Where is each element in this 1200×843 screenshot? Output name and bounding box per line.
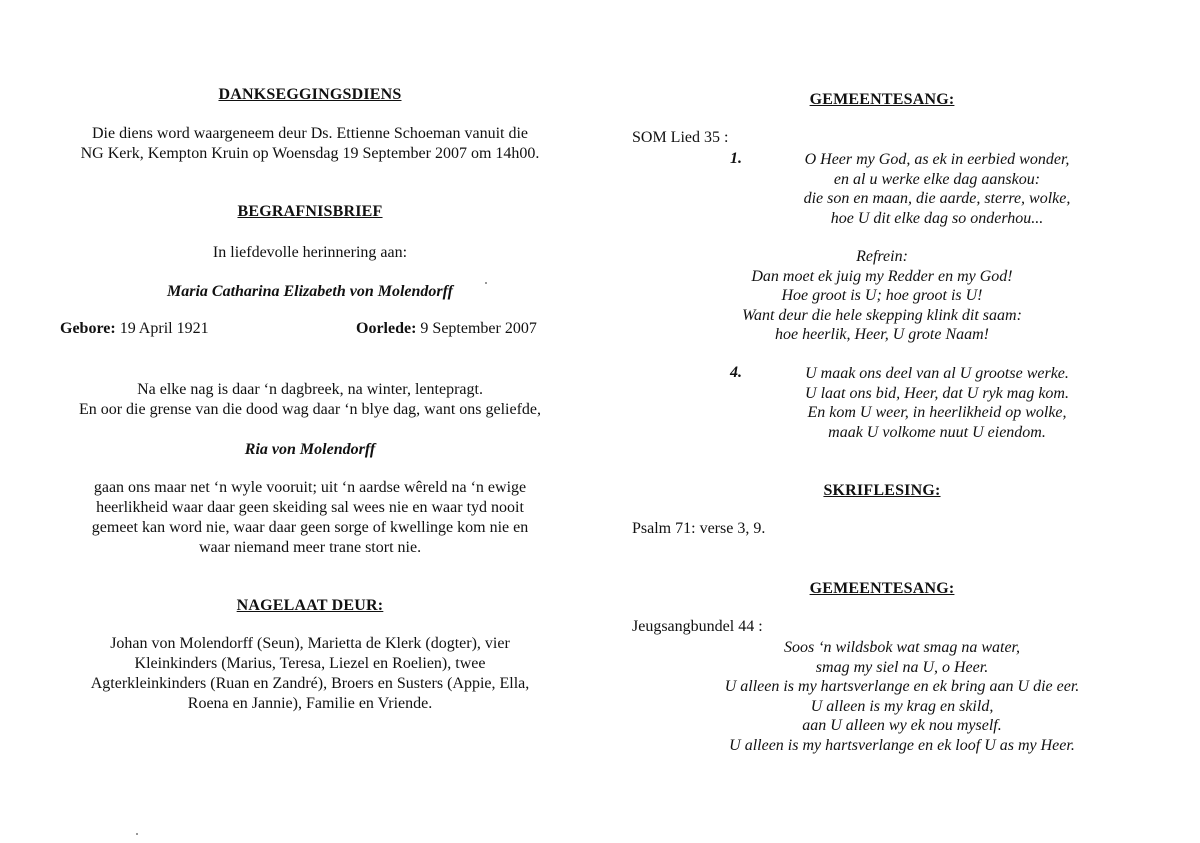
song-line: U alleen is my hartsverlange en ek bring aan U die eer. [724, 678, 1080, 695]
verse-number-1: 1. [730, 150, 742, 167]
death-date [356, 320, 537, 338]
verse-line: maak U volkome nuut U eiendom. [828, 423, 1046, 441]
gemeentesang-heading-1: GEMEENTESANG: [809, 91, 955, 108]
died-value: 9 September 2007 [420, 320, 537, 337]
refrain-line: Want deur die hele skepping klink dit saam: [742, 306, 1022, 324]
hymn-source-1: SOM Lied 35 : [632, 129, 729, 146]
verse-number-4: 4. [730, 364, 742, 381]
song-line: smag my siel na U, o Heer. [815, 658, 989, 676]
message-line: gaan ons maar net ‘n wyle vooruit; uit ‘n aardse wêreld na ‘n ewige [93, 479, 527, 496]
hymn-song-2 [672, 638, 1132, 755]
born-value: 19 April 1921 [119, 320, 209, 337]
born-label: Gebore: [60, 320, 116, 337]
survivors-line: Agterkleinkinders (Ruan en Zandré), Broers en Susters (Appie, Ella, [90, 675, 530, 692]
survivors-line: Johan von Molendorff (Seun), Marietta de Klerk (dogter), vier [110, 635, 510, 652]
deceased-short-name: Ria von Molendorff [244, 441, 376, 458]
service-details-line: Die diens word waargeneem deur Ds. Ettienne Schoeman vanuit die [91, 125, 528, 142]
verse-line: hoe U dit elke dag so onderhou... [830, 209, 1044, 227]
message-line: gemeet kan word nie, waar daar geen sorge of kwellinge kom nie en [91, 519, 529, 536]
nagelaat-heading: NAGELAAT DEUR: [236, 597, 384, 614]
hymn-source-2: Jeugsangbundel 44 : [632, 618, 763, 635]
song-line: Soos ‘n wildsbok wat smag na water, [783, 639, 1020, 656]
scan-speck [485, 282, 487, 284]
scan-speck [136, 833, 138, 835]
message-bottom [60, 478, 560, 558]
song-line: aan U alleen wy ek nou myself. [802, 717, 1002, 734]
gemeentesang-heading-2: GEMEENTESANG: [809, 580, 955, 597]
refrain-line: hoe heerlik, Heer, U grote Naam! [774, 326, 990, 343]
message-line: waar niemand meer trane stort nie. [198, 539, 422, 556]
verse-line: U maak ons deel van al U grootse werke. [805, 365, 1069, 382]
survivors-line: Kleinkinders (Marius, Teresa, Liezel en Roelien), twee [134, 655, 486, 672]
message-line: Na elke nag is daar ‘n dagbreek, na winter, lentepragt. [137, 381, 483, 398]
verse-line: O Heer my God, as ek in eerbied wonder, [804, 151, 1070, 168]
refrain-line: Hoe groot is U; hoe groot is U! [781, 287, 983, 304]
birth-date [60, 320, 209, 338]
hymn-verse-4 [732, 364, 1142, 442]
service-details-line: NG Kerk, Kempton Kruin op Woensdag 19 September 2007 om 14h00. [80, 145, 540, 162]
scripture-reference: Psalm 71: verse 3, 9. [632, 520, 766, 537]
verse-line: En kom U weer, in heerlikheid op wolke, [807, 404, 1067, 421]
verse-line: die son en maan, die aarde, sterre, wolke, [803, 190, 1071, 207]
refrain-line: Dan moet ek juig my Redder en my God! [751, 267, 1013, 285]
danksegging-heading: DANKSEGGINGSDIENS [218, 86, 402, 103]
verse-line: en al u werke elke dag aanskou: [833, 170, 1041, 188]
verse-line: U laat ons bid, Heer, dat U ryk mag kom. [805, 384, 1069, 402]
refrain-title: Refrein: [856, 248, 908, 265]
message-top [50, 380, 570, 420]
begrafnisbrief-heading: BEGRAFNISBRIEF [237, 203, 383, 220]
message-line: En oor die grense van die dood wag daar ‘n blye dag, want ons geliefde, [78, 401, 542, 418]
survivors-line: Roena en Jannie), Familie en Vriende. [187, 695, 433, 712]
deceased-full-name: Maria Catharina Elizabeth von Molendorff [167, 283, 453, 300]
survivors-list [60, 634, 560, 714]
song-line: U alleen is my krag en skild, [810, 697, 994, 715]
hymn-refrain [672, 247, 1092, 345]
died-label: Oorlede: [356, 320, 417, 337]
message-line: heerlikheid waar daar geen skeiding sal wees nie en waar tyd nooit [96, 499, 524, 516]
memorial-intro: In liefdevolle herinnering aan: [212, 244, 408, 261]
hymn-verse-1 [732, 150, 1142, 228]
skriflesing-heading: SKRIFLESING: [823, 482, 941, 499]
song-line: U alleen is my hartsverlange en ek loof U as my Heer. [729, 736, 1075, 754]
service-details [60, 124, 560, 164]
